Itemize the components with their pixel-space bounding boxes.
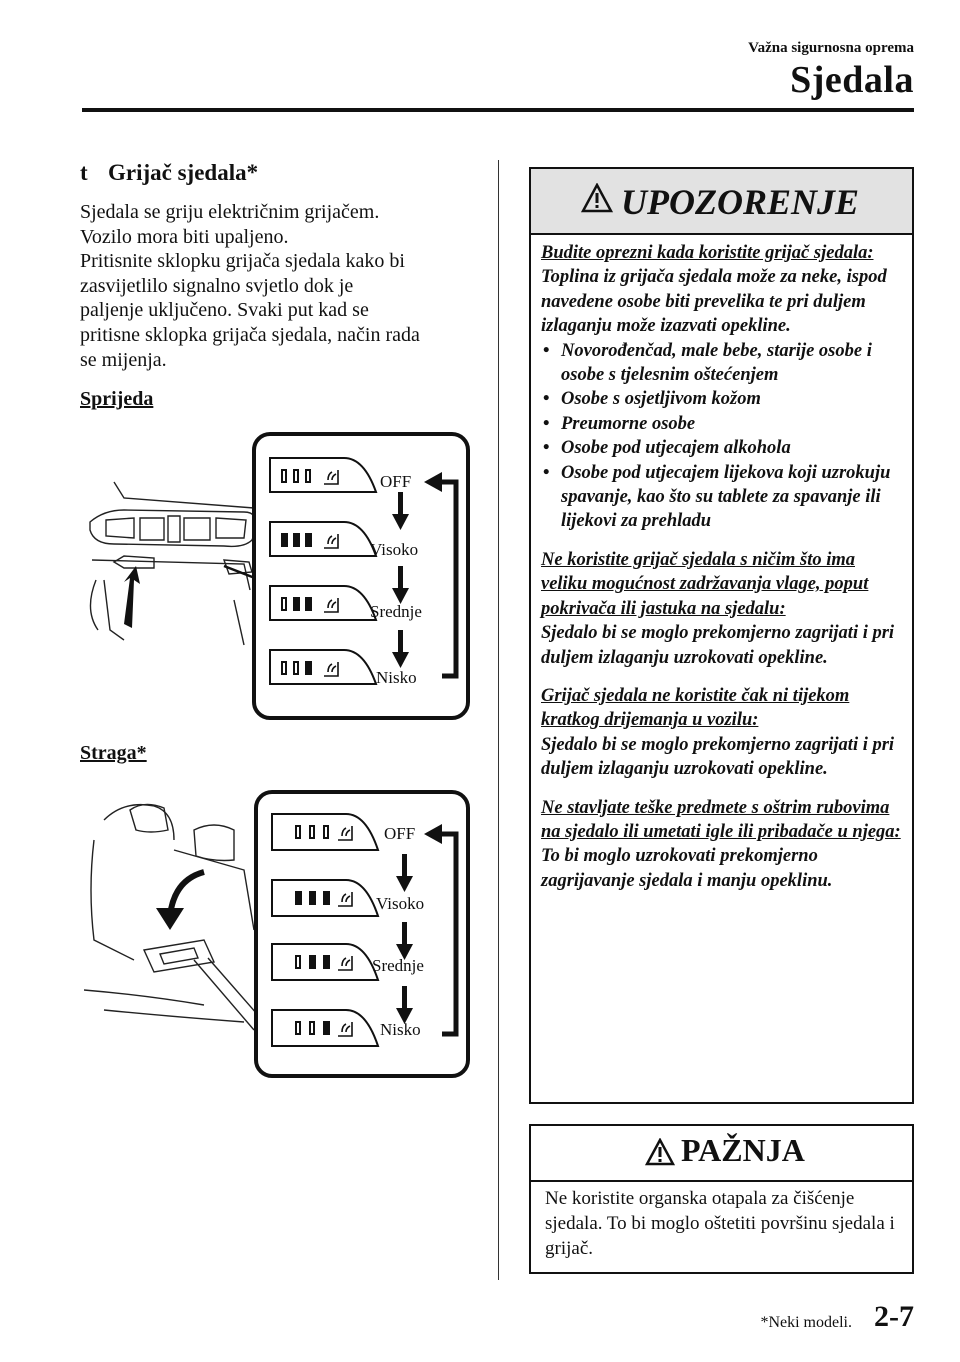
rear-mode-diagram xyxy=(258,794,466,1074)
body-line: Vozilo mora biti upaljeno. xyxy=(80,225,289,248)
rear-subheading: Straga* xyxy=(80,742,147,764)
front-mode-diagram xyxy=(256,436,466,716)
mode-label-low: Nisko xyxy=(376,668,417,687)
warning-bullet-list xyxy=(541,339,903,534)
warning-body xyxy=(541,241,903,907)
mode-label-off: OFF xyxy=(380,472,412,491)
mode-label-medium: Srednje xyxy=(372,956,424,975)
warning-header xyxy=(531,169,912,235)
rear-switch-panel xyxy=(254,790,470,1078)
warning-item-heading: Ne koristite grijač sjedala s ničim što ima veliku mogućnost zadržavanja vlage, poput pokrivača ili jastuka na sjedalu: xyxy=(541,549,869,619)
mode-label-high: Visoko xyxy=(370,540,419,559)
warning-item-heading: Ne stavljate teške predmete s oštrim rubovima na sjedalo ili umetati igle ili pribadače u njega: xyxy=(541,797,901,842)
body-line: Sjedala se griju električnim grijačem. xyxy=(80,201,380,223)
warning-title: UPOZORENJE xyxy=(621,182,860,222)
running-section-title: Važna sigurnosna oprema xyxy=(748,40,914,56)
warning-item-text: Sjedalo bi se moglo prekomjerno zagrijati i pri duljem izlaganju uzrokovati opekline. xyxy=(541,623,895,668)
list-item: • Novorođenčad, male bebe, starije osobe i osobe s tjelesnim oštećenjem xyxy=(541,339,903,388)
column-divider xyxy=(498,160,499,1280)
warning-triangle-icon xyxy=(581,183,613,213)
warning-item-2 xyxy=(541,548,903,670)
header-rule xyxy=(82,108,914,112)
page-number: 2-7 xyxy=(874,1300,914,1333)
body-line: se mijenja. xyxy=(80,348,167,371)
mode-label-off: OFF xyxy=(384,824,416,843)
warning-item-text: To bi moglo uzrokovati prekomjerno zagrijavanje sjedala i manju opeklinu. xyxy=(541,846,833,891)
warning-item-heading: Budite oprezni kada koristite grijač sjedala: xyxy=(541,243,874,263)
mode-label-low: Nisko xyxy=(380,1020,421,1039)
list-item: • Osobe s osjetljivom kožom xyxy=(541,387,903,411)
warning-item-text: Toplina iz grijača sjedala može za neke, ispod navedene osobe biti prevelika te pri duljem izlaganju može izazvati opekline. xyxy=(541,267,887,337)
caution-title: PAŽNJA xyxy=(681,1132,805,1168)
warning-item-1 xyxy=(541,241,903,339)
mode-label-high: Visoko xyxy=(376,894,425,913)
section-heading-text: Grijač sjedala* xyxy=(108,160,259,185)
body-paragraph xyxy=(80,200,490,372)
warning-item-heading: Grijač sjedala ne koristite čak ni tijekom kratkog drijemanja u vozilu: xyxy=(541,685,850,731)
mode-label-medium: Srednje xyxy=(370,602,422,621)
front-switch-panel xyxy=(252,432,470,720)
body-line: paljenje uključeno. Svaki put kad se xyxy=(80,299,369,322)
caution-header xyxy=(531,1126,912,1182)
section-heading xyxy=(80,160,258,186)
warning-item-3 xyxy=(541,684,903,782)
list-item: • Preumorne osobe xyxy=(541,412,903,436)
chapter-title: Sjedala xyxy=(790,59,914,101)
rear-seat-illustration xyxy=(84,790,274,1040)
list-item: • Osobe pod utjecajem lijekova koji uzrokuju spavanje, kao što su tablete za spavanje ili lijekovi za prehladu xyxy=(541,461,903,534)
caution-triangle-icon xyxy=(645,1138,675,1166)
dashboard-illustration xyxy=(84,470,274,650)
warning-item-4 xyxy=(541,796,903,894)
warning-box xyxy=(529,167,914,1104)
caution-box xyxy=(529,1124,914,1274)
front-subheading: Sprijeda xyxy=(80,388,154,410)
section-marker: t xyxy=(80,160,88,185)
footnote: *Neki modeli. xyxy=(760,1314,852,1331)
body-line: pritisne sklopka grijača sjedala, način rada xyxy=(80,323,420,346)
caution-text: Ne koristite organska otapala za čišćenje sjedala. To bi moglo oštetiti površinu sjedala i grijač. xyxy=(545,1188,895,1259)
body-line: zasvijetlilo signalno svjetlo dok je xyxy=(80,274,354,297)
body-line: Pritisnite sklopku grijača sjedala kako bi xyxy=(80,250,405,273)
list-item: • Osobe pod utjecajem alkohola xyxy=(541,436,903,460)
warning-item-text: Sjedalo bi se moglo prekomjerno zagrijati i pri duljem izlaganju uzrokovati opekline. xyxy=(541,734,895,780)
